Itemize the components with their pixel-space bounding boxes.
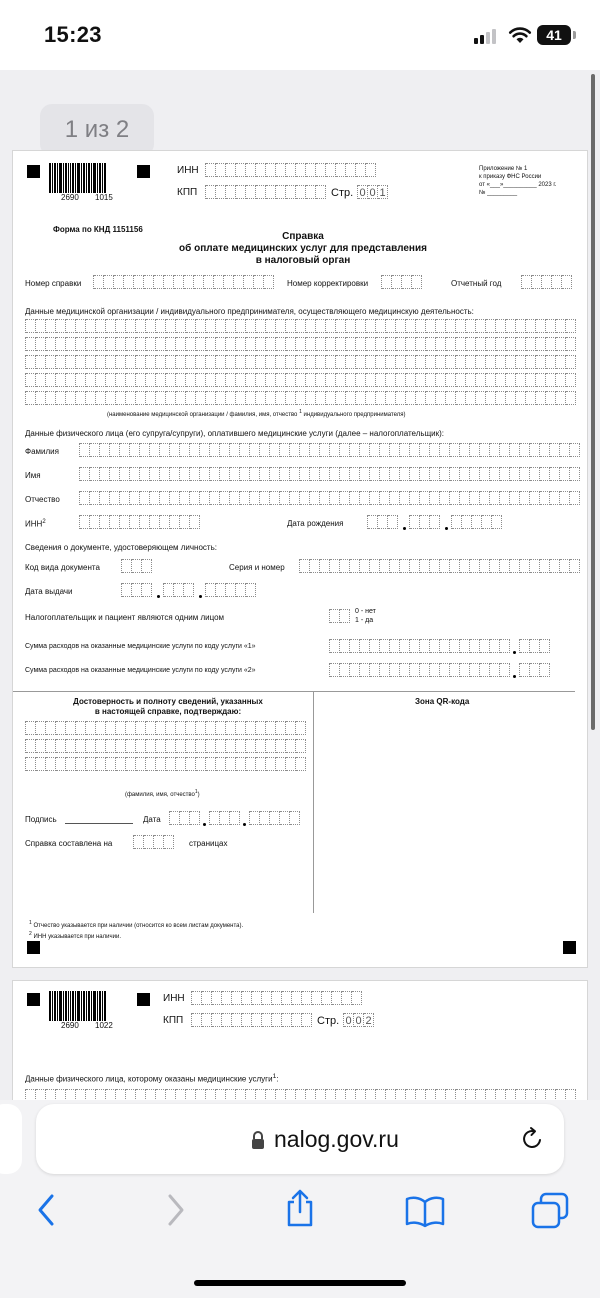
sign-year-cells[interactable] [249,811,300,825]
wifi-icon [508,25,532,45]
inn-cells[interactable] [205,163,376,177]
status-bar [0,0,600,70]
inn2-label: ИНН$^2$ [25,519,46,529]
page-number-cells: 0 0 1 [357,185,388,199]
corner-marker [27,993,40,1006]
name-label: Имя [25,471,41,480]
battery-icon [537,25,571,45]
corner-marker [27,165,40,178]
tabs-icon[interactable] [530,1192,570,1230]
issue-month-cells[interactable] [163,583,194,597]
issue-day-cells[interactable] [121,583,152,597]
series-cells[interactable] [299,559,580,573]
browser-toolbar [0,1100,600,1298]
status-time: 15:23 [44,22,102,47]
fio-caption: (фамилия, имя, отчество$^1$) [125,789,200,798]
signal-icon [474,28,500,44]
section-divider [13,691,575,692]
doc-type-label: Код вида документа [25,563,100,572]
footnotes: $^1$ Отчество указывается при наличии (относится ко всем листам документа). $^2$ ИНН указывается при наличии. [29,920,244,940]
kpp-cells[interactable] [205,185,326,199]
scrollbar[interactable] [591,74,595,730]
barcode-number: 1015 [95,193,113,202]
sum1-label: Сумма расходов на оказанные медицинские услуги по коду услуги «1» [25,643,256,650]
pages-label: страницах [189,839,228,848]
payer-label: Данные физического лица (его супруга/супруги), оплатившего медицинские услуги (далее – налогоплательщик): [25,429,444,438]
corner-marker [137,993,150,1006]
doc-type-cells[interactable] [121,559,152,573]
birth-year-cells[interactable] [451,515,502,529]
org-label: Данные медицинской организации / индивидуального предпринимателя, осуществляющего медицинскую деятельность: [25,307,474,316]
correction-cells[interactable] [381,275,422,289]
barcode-number: 2690 [61,193,79,202]
year-label: Отчетный год [451,279,502,288]
issue-date-label: Дата выдачи [25,587,73,596]
page-number-cells: 0 0 2 [343,1013,374,1027]
pages-count-cells[interactable] [133,835,174,849]
appendix-note: Приложение № 1 к приказу ФНС России от «___»__________ 2023 г. № _________ [479,166,557,196]
same-person-options: 0 - нет 1 - да [355,608,376,624]
sign-month-cells[interactable] [209,811,240,825]
back-icon[interactable] [34,1192,58,1228]
confirm-title: Достоверность и полноту сведений, указанных в настоящей справке, подтверждаю: [73,697,263,716]
name-cells[interactable] [79,467,580,481]
lock-icon [250,1130,266,1150]
patronymic-label: Отчество [25,495,60,504]
url-text[interactable]: nalog.gov.ru [274,1126,399,1152]
inn2-cells[interactable] [79,515,200,529]
pdf-page-2 [12,980,588,1100]
sum2-label: Сумма расходов на оказанные медицинские услуги по коду услуги «2» [25,667,256,674]
surname-cells[interactable] [79,443,580,457]
year-cells[interactable] [521,275,572,289]
forward-icon[interactable] [164,1192,188,1228]
page-label: Стр. [317,1015,340,1027]
org-caption: (наименование медицинской организации / фамилия, имя, отчество $^1$ индивидуального предпринимателя) [107,409,406,418]
reload-icon[interactable] [520,1126,546,1152]
birth-month-cells[interactable] [409,515,440,529]
sum1-cells[interactable] [329,639,510,653]
birth-label: Дата рождения [287,519,344,528]
inn-cells[interactable] [191,991,362,1005]
date-label: Дата [143,815,161,824]
address-bar[interactable] [36,1104,564,1174]
inn-label: ИНН [163,993,185,1004]
sum2-kopeck-cells[interactable] [519,663,550,677]
kpp-label: КПП [163,1015,184,1026]
patient-cells[interactable] [25,1089,576,1100]
page-counter: 1 из 2 [40,104,154,156]
cert-number-label: Номер справки [25,279,82,288]
bookmarks-icon[interactable] [404,1194,446,1228]
form-code: Форма по КНД 1151156 [53,225,143,234]
barcode-number: 2690 [61,1021,79,1030]
signature-label: Подпись [25,815,57,824]
sum2-cells[interactable] [329,663,510,677]
issue-year-cells[interactable] [205,583,256,597]
series-label: Серия и номер [229,563,285,572]
kpp-cells[interactable] [191,1013,312,1027]
patient-label: Данные физического лица, которому оказаны медицинские услуги$^1$: [25,1073,279,1084]
pdf-page-1 [12,150,588,968]
sign-day-cells[interactable] [169,811,200,825]
same-person-cell[interactable] [329,609,350,623]
form-title: Справка об оплате медицинских услуг для представления в налоговый орган [179,231,427,266]
sum1-kopeck-cells[interactable] [519,639,550,653]
share-icon[interactable] [282,1188,318,1228]
home-indicator[interactable] [194,1280,406,1286]
id-doc-label: Сведения о документе, удостоверяющем личность: [25,543,217,552]
battery-level: 41 [546,27,562,43]
pdf-viewer[interactable] [0,70,600,1100]
inn-label: ИНН [177,165,199,176]
page-label: Стр. [331,187,354,199]
org-cells[interactable] [25,319,577,405]
birth-day-cells[interactable] [367,515,398,529]
kpp-label: КПП [177,187,198,198]
previous-tab-peek[interactable] [0,1104,22,1174]
corner-marker [563,941,576,954]
corner-marker [27,941,40,954]
correction-label: Номер корректировки [287,279,369,288]
cert-number-cells[interactable] [93,275,274,289]
qr-zone-label: Зона QR-кода [415,697,470,706]
barcode-number: 1022 [95,1021,113,1030]
signature-line[interactable] [65,823,133,824]
patronymic-cells[interactable] [79,491,580,505]
surname-label: Фамилия [25,447,59,456]
compiled-label: Справка составлена на [25,839,113,848]
corner-marker [137,165,150,178]
signer-name-cells[interactable] [25,721,305,791]
same-person-label: Налогоплательщик и пациент являются одним лицом [25,613,225,622]
qr-divider [313,691,314,913]
